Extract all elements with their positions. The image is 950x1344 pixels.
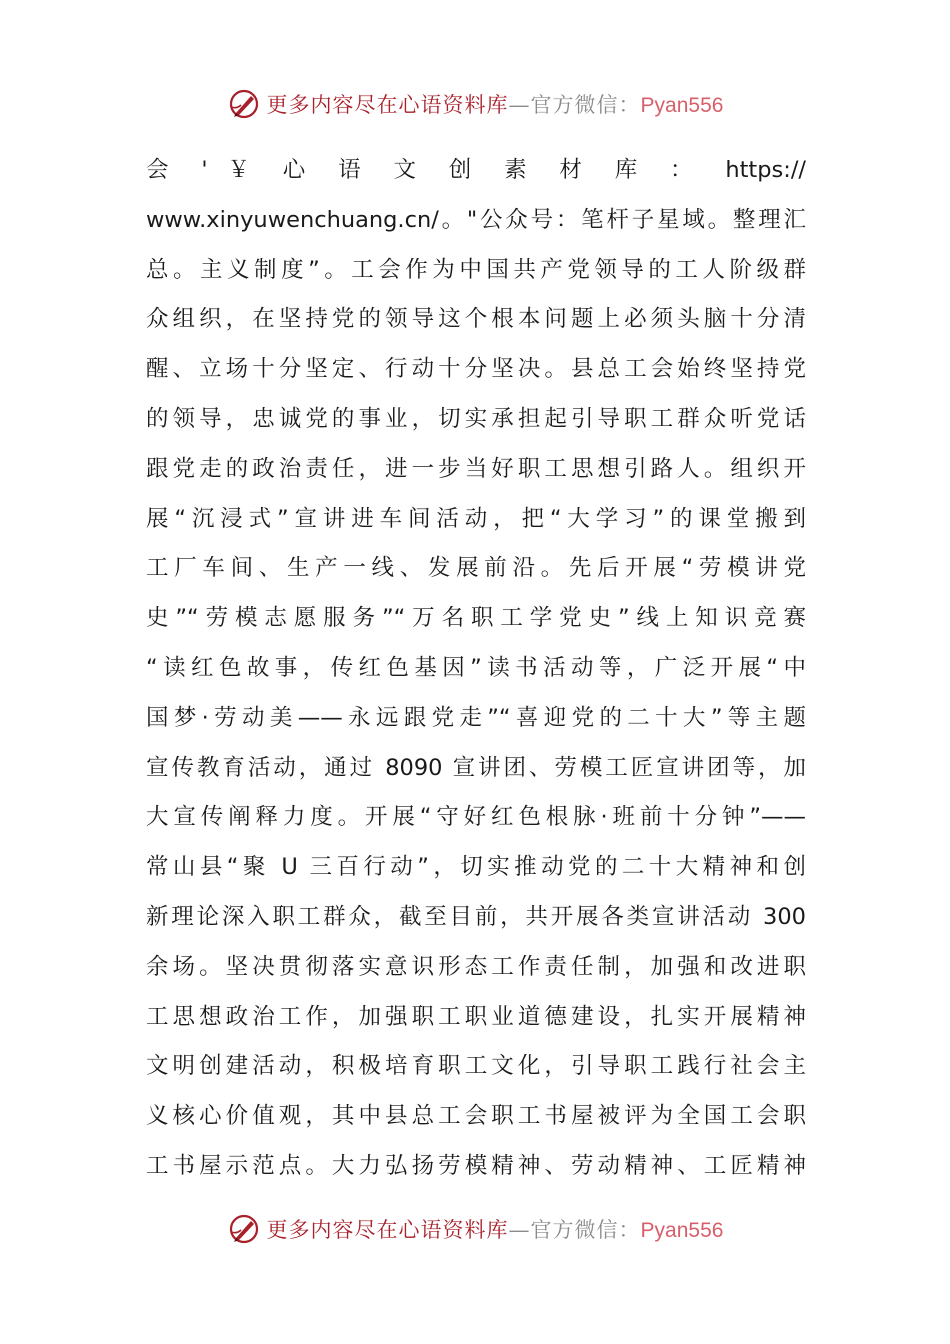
- text-line: 工思想政治工作，加强职工职业道德建设，扎实开展精神: [146, 1003, 806, 1030]
- banner-main-text: 更多内容尽在心语资料库: [266, 93, 509, 117]
- banner-wechat-label: 官方微信：: [530, 1218, 641, 1242]
- text-line: 展“沉浸式”宣讲进车间活动，把“大学习”的课堂搬到: [146, 505, 806, 532]
- text-line: 义核心价值观，其中县总工会职工书屋被评为全国工会职: [146, 1103, 806, 1130]
- banner-text: [267, 89, 724, 119]
- banner-dash: —: [508, 1218, 531, 1242]
- text-line: 史”“劳模志愿服务”“万名职工学党史”线上知识竞赛: [146, 605, 806, 632]
- text-line: 跟党走的政治责任，进一步当好职工思想引路人。组织开: [146, 455, 806, 482]
- text-line: 文明创建活动，积极培育职工文化，引导职工践行社会主: [146, 1053, 806, 1080]
- text-line: 大宣传阐释力度。开展“守好红色根脉·班前十分钟”——: [146, 804, 806, 831]
- text-line: 总。主义制度”。工会作为中国共产党领导的工人阶级群: [146, 256, 806, 283]
- text-line: 常山县“聚 U 三百行动”，切实推动党的二十大精神和创: [146, 854, 806, 881]
- banner-wechat-label: 官方微信：: [530, 93, 641, 117]
- text-line: 醒、立场十分坚定、行动十分坚决。县总工会始终坚持党: [146, 356, 806, 383]
- text-line: 会 ' ￥ 心 语 文 创 素 材 库 ： https://: [146, 157, 806, 183]
- header-banner: [0, 84, 950, 124]
- banner-text: [267, 1214, 724, 1244]
- text-line: “读红色故事，传红色基因”读书活动等，广泛开展“中: [146, 654, 806, 681]
- text-line: 国梦·劳动美——永远跟党走”“喜迎党的二十大”等主题: [146, 704, 806, 731]
- banner-wechat-id: Pyan556: [640, 1219, 724, 1242]
- text-line: 的领导，忠诚党的事业，切实承担起引导职工群众听党话: [146, 405, 806, 432]
- footer-banner: [0, 1209, 950, 1249]
- text-line: www.xinyuwenchuang.cn/。"公众号：笔杆子星域。整理汇: [146, 206, 806, 233]
- banner-wechat-id: Pyan556: [640, 94, 724, 117]
- text-line: 工厂车间、生产一线、发展前沿。先后开展“劳模讲党: [146, 555, 806, 582]
- text-line: 宣传教育活动，通过 8090 宣讲团、劳模工匠宣讲团等，加: [146, 754, 806, 781]
- text-line: 余场。坚决贯彻落实意识形态工作责任制，加强和改进职: [146, 953, 806, 980]
- text-line: 工书屋示范点。大力弘扬劳模精神、劳动精神、工匠精神: [146, 1152, 806, 1179]
- pen-logo-icon: [227, 87, 261, 121]
- pen-logo-icon: [227, 1212, 261, 1246]
- text-line: 众组织，在坚持党的领导这个根本问题上必须头脑十分清: [146, 306, 806, 333]
- text-line: 新理论深入职工群众，截至目前，共开展各类宣讲活动 300: [146, 903, 806, 930]
- banner-dash: —: [508, 93, 531, 117]
- banner-main-text: 更多内容尽在心语资料库: [266, 1218, 509, 1242]
- document-body: [146, 146, 806, 1192]
